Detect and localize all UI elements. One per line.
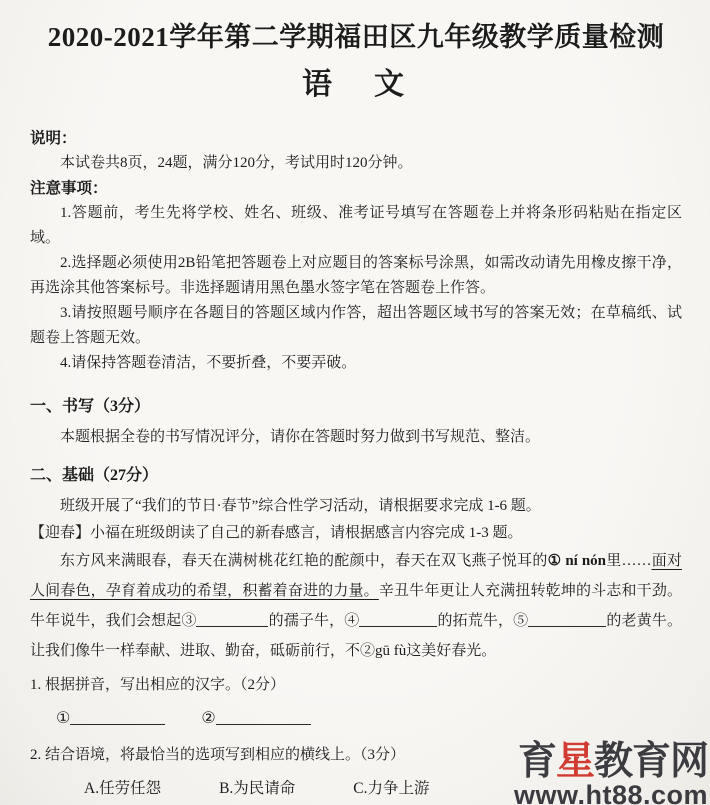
answer-blank-4 <box>359 611 437 627</box>
watermark <box>514 742 708 805</box>
answer-blank-5 <box>528 611 606 627</box>
activity-intro: 【迎春】小福在班级朗读了自己的新春感言，请根据感言内容完成 1-3 题。 <box>30 525 523 541</box>
passage-text: 东方风来满眼春，春天在满树桃花红艳的酡颜中，春天在双飞燕子悦耳的 <box>60 553 548 569</box>
watermark-brand-post: 教育网 <box>593 740 708 783</box>
answer-blank-pinyin-2 <box>216 709 311 725</box>
section-basics-heading: 二、基础（27分） <box>30 467 159 484</box>
note-item: 4.请保持答题卷清洁，不要折叠，不要弄破。 <box>60 355 357 371</box>
passage-text: 的老黄牛。让我们像牛一样奉献、进取、勤奋，砥砺前行，不②gū fù这美好春光。 <box>30 613 682 659</box>
question-1-text: 1. 根据拼音，写出相应的汉字。（2分） <box>30 677 286 693</box>
spring-speech-passage <box>30 546 682 666</box>
watermark-url: www.ht88.com <box>513 780 708 805</box>
instructions-block <box>30 126 682 376</box>
answer-blank-3 <box>196 611 268 627</box>
exam-summary: 本试卷共8页，24题，满分120分，考试用时120分钟。 <box>60 155 413 171</box>
note-item: 1.答题前，考生先将学校、姓名、班级、准考证号填写在答题卷上并将条形码粘贴在指定区域。 <box>30 205 682 246</box>
page-title: 2020-2021学年第二学期福田区九年级教学质量检测 <box>47 22 665 52</box>
passage-text: 辛丑牛年更让人充满扭转乾坤的斗志和干劲。牛年说牛，我们会想起③ <box>30 583 682 629</box>
blank-label-2: ② <box>201 710 216 727</box>
option-a: A.任劳任怨 <box>84 780 162 797</box>
section-writing-heading: 一、书写（3分） <box>30 398 151 415</box>
subject-title: 语 文 <box>302 68 410 101</box>
watermark-brand-red-char: 星 <box>555 740 594 783</box>
passage-text: 的拓荒牛，⑤ <box>437 613 529 629</box>
note-item: 3.请按照题号顺序在各题目的答题区域内作答，超出答题区域书写的答案无效；在草稿纸、试题卷上答题无效。 <box>30 305 682 346</box>
question-1 <box>30 673 682 740</box>
notes-heading: 注意事项： <box>30 180 108 197</box>
question-1-answer-line <box>30 698 682 740</box>
watermark-brand-pre: 育 <box>517 740 556 783</box>
section-writing <box>30 394 682 450</box>
pinyin-blank-1: ① ní nón <box>547 553 606 569</box>
blank-label-1: ① <box>56 710 71 727</box>
watermark-brand <box>514 742 708 781</box>
question-2-text: 2. 结合语境，将最恰当的选项写到相应的横线上。（3分） <box>30 747 406 763</box>
note-item: 2.选择题必须使用2B铅笔把答题卷上对应题目的答案标号涂黑，如需改动请先用橡皮擦干净，再选涂其他答案标号。非选择题请用黑色墨水签字笔在答题卷上作答。 <box>30 255 682 296</box>
section-basics-intro: 班级开展了“我们的节日·春节”综合性学习活动，请根据要求完成 1-6 题。 <box>60 498 541 514</box>
passage-text: 的孺子牛，④ <box>268 613 360 629</box>
instructions-heading: 说明： <box>30 130 77 147</box>
underlined-sentence: 面对人间春色，孕育着成功的希望，积蓄着奋进的力量。 <box>30 553 682 599</box>
section-writing-body: 本题根据全卷的书写情况评分，请你在答题时努力做到书写规范、整洁。 <box>60 429 541 445</box>
passage-text: 里…… <box>606 553 652 569</box>
option-c: C.力争上游 <box>353 780 430 797</box>
answer-blank-pinyin-1 <box>70 709 165 725</box>
option-b: B.为民请命 <box>219 780 296 797</box>
